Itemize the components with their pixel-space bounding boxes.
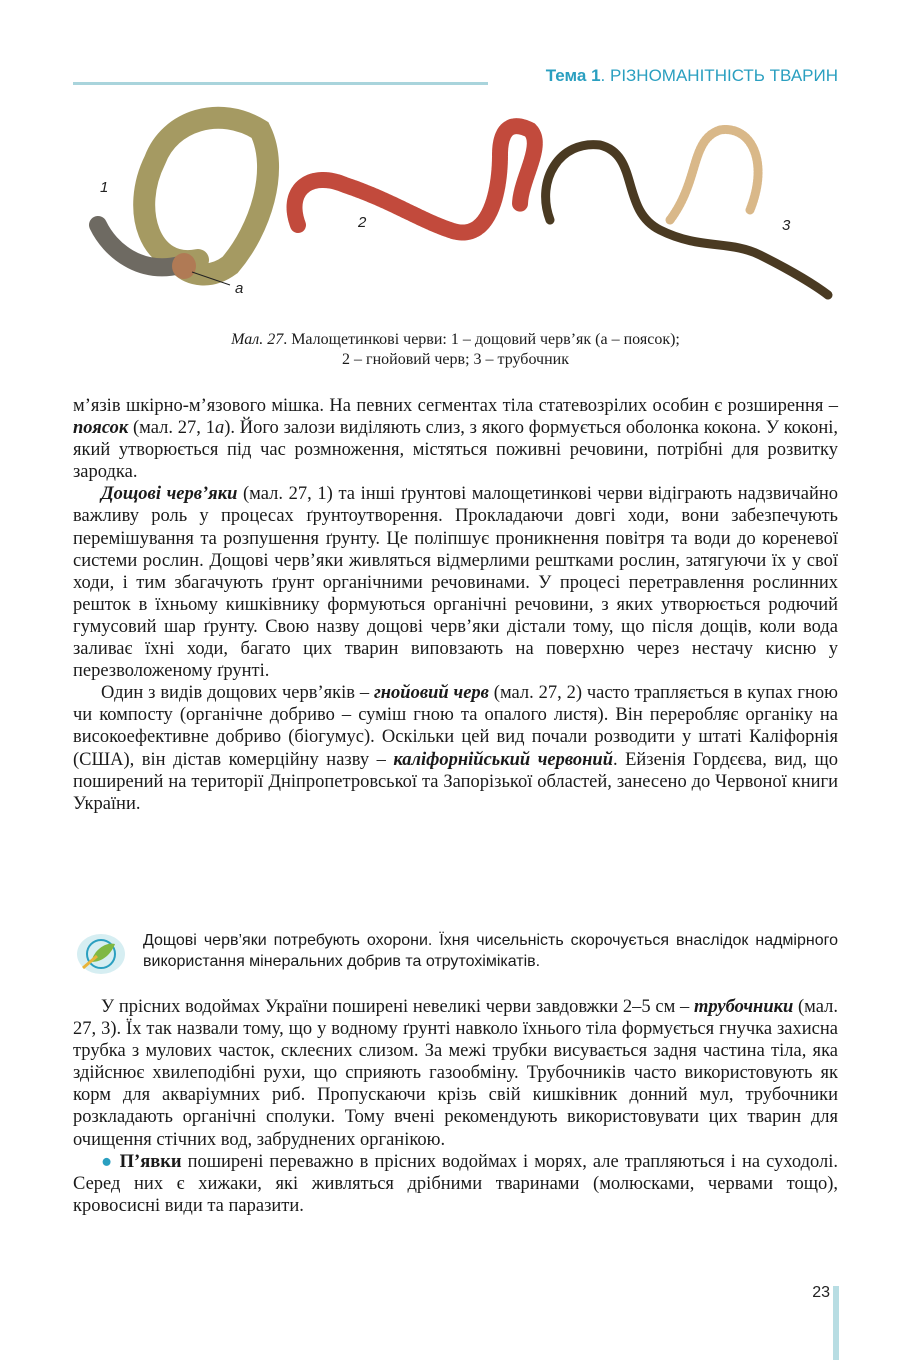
bullet-icon: ● [101, 1151, 114, 1172]
earthworm-belt [172, 253, 196, 279]
text: (мал. 27, 2) часто трапляється в купах гною чи компосту (органічне добриво – суміш гною та опалого листя). Він переробляє органіку на високоефективне добриво (біогумус). Оскільки цей вид почали розводити у штаті Каліфорнія (США), він дістав комерційну назву – [73, 683, 838, 770]
label-1: 1 [100, 179, 109, 196]
note-text: Дощові черв’яки потребують охорони. Їхня чисельність скорочується внаслідок надмірного використання мінеральних добрив та отрутохімікатів. [143, 932, 838, 970]
running-header [546, 66, 838, 86]
term-california-red: каліфорнійський червоний [393, 749, 613, 770]
term-tubifex: трубочники [693, 997, 794, 1017]
page-number: 23 [812, 1284, 830, 1301]
paragraph-3 [73, 682, 838, 815]
term-belt: поясок [73, 418, 129, 439]
text: У прісних водоймах України поширені невеликі черви завдовжки 2–5 см – [101, 997, 694, 1017]
page-side-bar [833, 1286, 839, 1360]
caption-line1: . Малощетинкові черви: 1 – дощовий черв’як (а – поясок); [283, 331, 680, 348]
paragraph-4 [73, 996, 838, 1151]
main-text-block-1 [73, 395, 838, 815]
paragraph-1 [73, 395, 838, 483]
label-2: 2 [358, 214, 367, 231]
text: (мал. 27, 3). Їх так назвали тому, що у водному ґрунті навколо їхнього тіла формується гнучка захисна трубка з мулових часток, склеєних слизом. За межі трубки висувається задня частина тіла, яка здійснює хвилеподібні рухи, що сприяють газообміну. Трубочників часто використовують як корм для акваріумних риб. Пропускаючи крізь свій кишківник донний мул, трубочники розкладають органічні сполуки. Тому вчені рекомендують використовувати цих тварин для очищення стічних вод, забруднених органікою. [73, 997, 838, 1150]
paragraph-5 [73, 1151, 838, 1217]
label-3: 3 [782, 217, 791, 234]
main-text-block-2 [73, 996, 838, 1217]
term-earthworms: Дощові черв’яки [101, 484, 238, 505]
caption-line2: 2 – гнойовий черв; 3 – трубочник [342, 351, 569, 368]
figure-caption [73, 330, 838, 370]
text: Один з видів дощових черв’яків – [101, 683, 374, 704]
topic-label: Тема 1 [545, 66, 601, 85]
header-rule [73, 82, 488, 85]
text: поширені переважно в прісних водоймах і морях, але трапляються і на суходолі. Серед них є хижаки, які живляться дрібними тваринами (молюсками, червами тощо), кровосисні види та паразити. [73, 1151, 838, 1216]
paragraph-2 [73, 483, 838, 682]
text: . Ейзенія Гордєєва, вид, що поширений на території Дніпропетровської та Запорізької областей, занесено до Червоної книги України. [73, 749, 838, 814]
term-red-worm: гнойовий черв [373, 683, 489, 704]
label-a: а [235, 280, 244, 297]
text: м’язів шкірно-м’язового мішка. На певних сегментах тіла статевозрілих особин є розширення – [73, 396, 838, 416]
term-leeches: П’явки [119, 1151, 182, 1172]
text: (мал. 27, 1 [128, 418, 215, 439]
earthworm-image [144, 118, 268, 275]
nature-protection-icon [73, 928, 129, 980]
caption-ref: Мал. 27 [231, 331, 284, 348]
tubifex-tail [670, 130, 758, 220]
red-worm-image [295, 126, 535, 232]
topic-title: . РІЗНОМАНІТНІСТЬ ТВАРИН [600, 66, 838, 85]
text: ). Його залози виділяють слиз, з якого формується оболонка кокона. У коконі, який утворюється під час розмноження, містяться поживні речовини, потрібні для розвитку зародка. [73, 418, 838, 483]
text-italic: а [214, 418, 225, 439]
worms-figure [80, 100, 840, 330]
info-note [73, 928, 838, 980]
text: (мал. 27, 1) та інші ґрунтові малощетинкові черви відіграють надзвичайно важливу роль у процесах ґрунтоутворення. Прокладаючи довгі ходи, вони забезпечують перемішування та розпушення ґрунту. Це поліпшує проникнення повітря та води до кореневої системи рослин. Дощові черв’яки живляться відмерлими рештками рослин, затягуючи їх у свої ходи, і тим збагачують ґрунт органічними речовинами. У процесі перетравлення рослинних решток в їхньому кишківнику формуються органічні речовини, з яких утворюється родючий гумусовий шар ґрунту. Свою назву дощові черв’яки дістали тому, що після дощів, коли вода заливає їхні ходи, багато цих тварин виповзають на поверхню через нестачу кисню у перезволоженому ґрунті. [73, 484, 838, 682]
